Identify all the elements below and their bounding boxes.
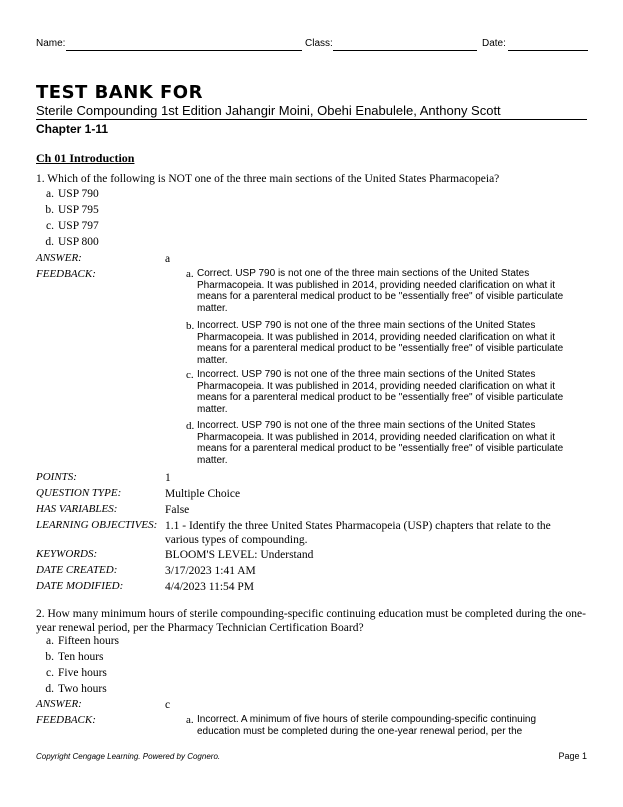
question-2-text: 2. How many minimum hours of sterile compounding-specific continuing education must be completed during the one-year renewal period, per the Pharmacy Technician Certification Board? [36, 608, 586, 634]
points-label: POINTS: [36, 471, 77, 483]
question-2-option-b: b. Ten hours [45, 651, 104, 663]
question-1-option-c: c. USP 797 [46, 220, 99, 232]
feedback-label: FEEDBACK: [36, 268, 96, 280]
section-title: Ch 01 Introduction [36, 151, 135, 165]
question-type-label: QUESTION TYPE: [36, 487, 122, 499]
date-blank[interactable] [508, 50, 588, 51]
date-label: Date: [482, 38, 506, 49]
question-1-option-b: b. USP 795 [45, 204, 99, 216]
question-2-option-a: a. Fifteen hours [46, 635, 120, 647]
question-1-feedback-d: d. Incorrect. USP 790 is not one of the three main sections of the United States Pharmacopeia. It was published in 2014, providing needed clarification on what it means for a parenteral medical product to be "essentially free" of visible particulate matter. [186, 420, 564, 466]
class-label: Class: [305, 38, 333, 49]
question-2-answer: c [165, 699, 171, 711]
question-1-learning-objectives: 1.1 - Identify the three United States Pharmacopeia (USP) chapters that relate to the various types of compounding. [165, 520, 551, 546]
question-1-feedback-c: c. Incorrect. USP 790 is not one of the three main sections of the United States Pharmacopeia. It was published in 2014, providing needed clarification on what it means for a parenteral medical product to be "essentially free" of visible particulate matter. [186, 369, 564, 415]
student-info-header [36, 35, 588, 53]
keywords-label: KEYWORDS: [36, 548, 98, 560]
copyright-footer: Copyright Cengage Learning. Powered by Cognero. [36, 752, 221, 761]
question-1-points: 1 [165, 472, 171, 484]
question-1-has-variables: False [165, 504, 190, 516]
class-blank[interactable] [333, 50, 477, 51]
page-number: Page 1 [558, 751, 587, 761]
date-modified-label: DATE MODIFIED: [36, 580, 124, 592]
question-1-answer: a [165, 253, 171, 265]
question-2-feedback-a: a. Incorrect. A minimum of five hours of sterile compounding-specific continuing education must be completed during the one-year renewal period, per the [186, 714, 537, 737]
question-1-option-d: d. USP 800 [45, 236, 99, 248]
question-1-option-a: a. USP 790 [46, 188, 99, 200]
name-blank[interactable] [66, 50, 302, 51]
learning-objectives-label: LEARNING OBJECTIVES: [36, 519, 158, 531]
document-title: TEST BANK FOR [36, 82, 203, 103]
question-1-type: Multiple Choice [165, 488, 241, 500]
question-2-option-c: c. Five hours [46, 667, 107, 679]
question-1-keywords: BLOOM'S LEVEL: Understand [165, 549, 314, 561]
has-variables-label: HAS VARIABLES: [36, 503, 118, 515]
question-1-text: 1. Which of the following is NOT one of the three main sections of the United States Pharmacopeia? [36, 173, 500, 185]
question-2-option-d: d. Two hours [45, 683, 107, 695]
document-subtitle: Sterile Compounding 1st Edition Jahangir Moini, Obehi Enabulele, Anthony Scott [36, 103, 501, 118]
title-divider [36, 119, 587, 120]
question-1-feedback-a: a. Correct. USP 790 is not one of the three main sections of the United States Pharmacopeia. It was published in 2014, providing needed clarification on what it means for a parenteral medical product to be "essentially free" of visible particulate matter. [186, 268, 564, 314]
feedback-label: FEEDBACK: [36, 714, 96, 726]
question-1-date-created: 3/17/2023 1:41 AM [165, 565, 256, 577]
chapter-range: Chapter 1-11 [36, 122, 109, 136]
question-1-feedback-b: b. Incorrect. USP 790 is not one of the three main sections of the United States Pharmacopeia. It was published in 2014, providing needed clarification on what it means for a parenteral medical product to be "essentially free" of visible particulate matter. [186, 320, 564, 366]
answer-label: ANSWER: [36, 698, 82, 710]
name-label: Name: [36, 38, 66, 49]
question-1-date-modified: 4/4/2023 11:54 PM [165, 581, 255, 593]
date-created-label: DATE CREATED: [36, 564, 118, 576]
answer-label: ANSWER: [36, 252, 82, 264]
